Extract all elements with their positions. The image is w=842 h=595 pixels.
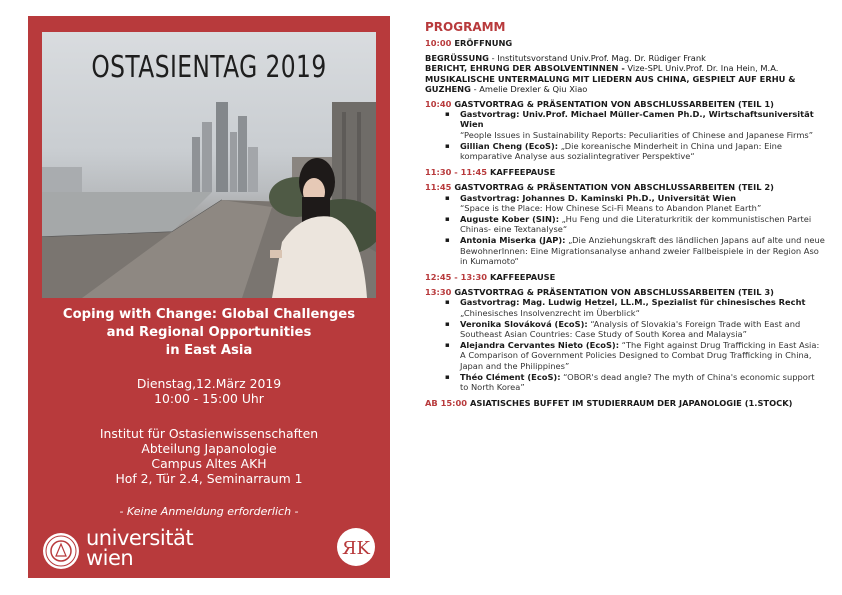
venue-line: Institut für Ostasienwissenschaften <box>99 426 319 441</box>
talk-title: “People Issues in Sustainability Reports: Peculiarities of Chinese and Japanese Firms” <box>460 129 814 140</box>
session-1-talks <box>425 109 825 161</box>
talk-item <box>445 141 825 161</box>
talk-item <box>445 193 825 213</box>
talk-speaker: ▪ Gastvortrag: Mag. Ludwig Hetzel, LL.M., Spezialist für chinesisches Recht <box>460 297 806 308</box>
program-column <box>425 20 825 409</box>
session-1-header <box>425 99 825 109</box>
event-date: Dienstag,12.März 2019 <box>136 376 282 391</box>
item-text: - Institutsvorstand Univ.Prof. Mag. Dr. Rüdiger Frank <box>489 53 706 64</box>
item-text: Vize-SPL Univ.Prof. Dr. Ina Hein, M.A. <box>624 63 779 74</box>
closing-row <box>425 398 825 408</box>
talk-title: „Hu Feng und die Literaturkritik der kommunistischen Partei Chinas- eine Textanalyse“ <box>460 214 812 235</box>
session-label: GASTVORTRAG & PRÄSENTATION VON ABSCHLUSSARBEITEN (TEIL 2) <box>454 182 774 193</box>
venue-line: Campus Altes AKH <box>151 456 267 471</box>
break-1 <box>425 167 825 177</box>
event-subtitle <box>42 306 376 360</box>
opening-item <box>425 63 825 73</box>
japanologie-logo-icon <box>336 527 376 567</box>
registration-note: - Keine Anmeldung erforderlich - <box>119 505 299 518</box>
talk-item <box>445 235 825 266</box>
university-logo-text <box>86 528 193 568</box>
talk-title: „Die koreanische Minderheit in China und Japan: Eine komparative Analyse aus sozialintegrativer Perspektive“ <box>460 140 782 162</box>
cover-photo <box>42 32 376 298</box>
talk-speaker: Auguste Kober (SIN): <box>460 214 560 225</box>
talk-item <box>445 297 825 317</box>
university-line: universität <box>86 526 194 550</box>
talk-title: “OBOR's dead angle? The myth of China's economic support to North Korea” <box>460 371 815 393</box>
session-label: GASTVORTRAG & PRÄSENTATION VON ABSCHLUSSARBEITEN (TEIL 3) <box>454 287 774 298</box>
closing-label: ASIATISCHES BUFFET IM STUDIERRAUM DER JAPANOLOGIE (1.STOCK) <box>469 398 793 409</box>
event-date-block <box>42 376 376 406</box>
opening-label: ERÖFFNUNG <box>454 38 513 48</box>
logo-row <box>42 526 376 576</box>
item-bold: MUSIKALISCHE UNTERMALUNG MIT LIEDERN AUS CHINA, GESPIELT AUF ERHU & GUZHENG <box>425 73 796 94</box>
item-bold: BEGRÜSSUNG <box>425 53 489 64</box>
talk-item <box>445 319 825 339</box>
session-time: 13:30 <box>425 287 452 298</box>
break-label: KAFFEEPAUSE <box>489 167 556 178</box>
talk-speaker: Alejandra Cervantes Nieto (EcoS): <box>460 340 620 351</box>
university-line: wien <box>86 546 134 570</box>
talk-item <box>445 214 825 234</box>
talk-title: “Analysis of Slovakia's Foreign Trade with East and Southeast Asian Countries: Case Study of South Korea and Malaysia” <box>460 318 801 340</box>
venue-line: Hof 2, Tür 2.4, Seminarraum 1 <box>115 471 303 486</box>
event-poster <box>28 16 390 578</box>
subtitle-line: Coping with Change: Global Challenges <box>62 307 356 322</box>
session-time: 11:45 <box>425 182 452 193</box>
university-seal-icon <box>42 532 80 570</box>
event-time: 10:00 - 15:00 Uhr <box>154 391 264 406</box>
talk-title: „Chinesisches Insolvenzrecht im Überblick“ <box>460 307 640 318</box>
program-heading: PROGRAMM <box>425 20 506 34</box>
break-2 <box>425 272 825 282</box>
session-3-talks <box>425 297 825 392</box>
opening-item <box>425 74 825 94</box>
talk-speaker: Antonia Miserka (JAP): <box>460 235 566 246</box>
item-text: - Amelie Drexler & Qiu Xiao <box>470 83 588 94</box>
venue-line: Abteilung Japanologie <box>141 441 277 456</box>
jk-logo-text: ЯK <box>342 538 370 559</box>
talk-speaker: Veronika Slováková (EcoS): <box>460 318 588 329</box>
closing-time: AB 15:00 <box>425 398 468 409</box>
break-time: 12:45 - 13:30 <box>425 272 488 283</box>
talk-item <box>445 340 825 371</box>
talk-title: “The Fight against Drug Trafficking in East Asia: A Comparison of Government Policies Designed to Combat Drug Trafficking in China, Japan and the Philippines” <box>460 340 820 371</box>
talk-item <box>445 372 825 392</box>
talk-speaker: Gillian Cheng (EcoS): <box>460 140 559 151</box>
break-time: 11:30 - 11:45 <box>425 167 488 178</box>
event-title: OSTASIENTAG 2019 <box>91 50 327 85</box>
session-time: 10:40 <box>425 99 452 110</box>
talk-speaker: Théo Clément (EcoS): <box>460 371 561 382</box>
event-venue <box>42 426 376 486</box>
talk-title: “Space is the Place: How Chinese Sci-Fi Means to Abandon Planet Earth” <box>460 202 762 213</box>
subtitle-line: in East Asia <box>165 343 253 358</box>
session-2-talks <box>425 193 825 266</box>
talk-title: „Die Anziehungskraft des ländlichen Japans auf alte und neue BewohnerInnen: Eine Migrationsanalyse anhand zweier Fallbeispiele in der Region Aso in Kumamoto“ <box>460 235 825 266</box>
talk-item <box>445 109 825 140</box>
session-3-header <box>425 287 825 297</box>
talk-speaker: ▪ Gastvortrag: Johannes D. Kaminski Ph.D., Universität Wien <box>460 192 736 203</box>
item-bold: BERICHT, EHRUNG DER ABSOLVENTINNEN - <box>425 63 625 74</box>
subtitle-line: and Regional Opportunities <box>106 325 312 340</box>
talk-speaker: ▪ Gastvortrag: Univ.Prof. Michael Müller-Camen Ph.D., Wirtschaftsuniversität Wien <box>460 109 814 130</box>
session-2-header <box>425 182 825 192</box>
opening-row <box>425 38 825 48</box>
break-label: KAFFEEPAUSE <box>489 272 556 283</box>
opening-time: 10:00 <box>425 38 452 48</box>
session-label: GASTVORTRAG & PRÄSENTATION VON ABSCHLUSSARBEITEN (TEIL 1) <box>454 99 774 110</box>
opening-item <box>425 53 825 63</box>
